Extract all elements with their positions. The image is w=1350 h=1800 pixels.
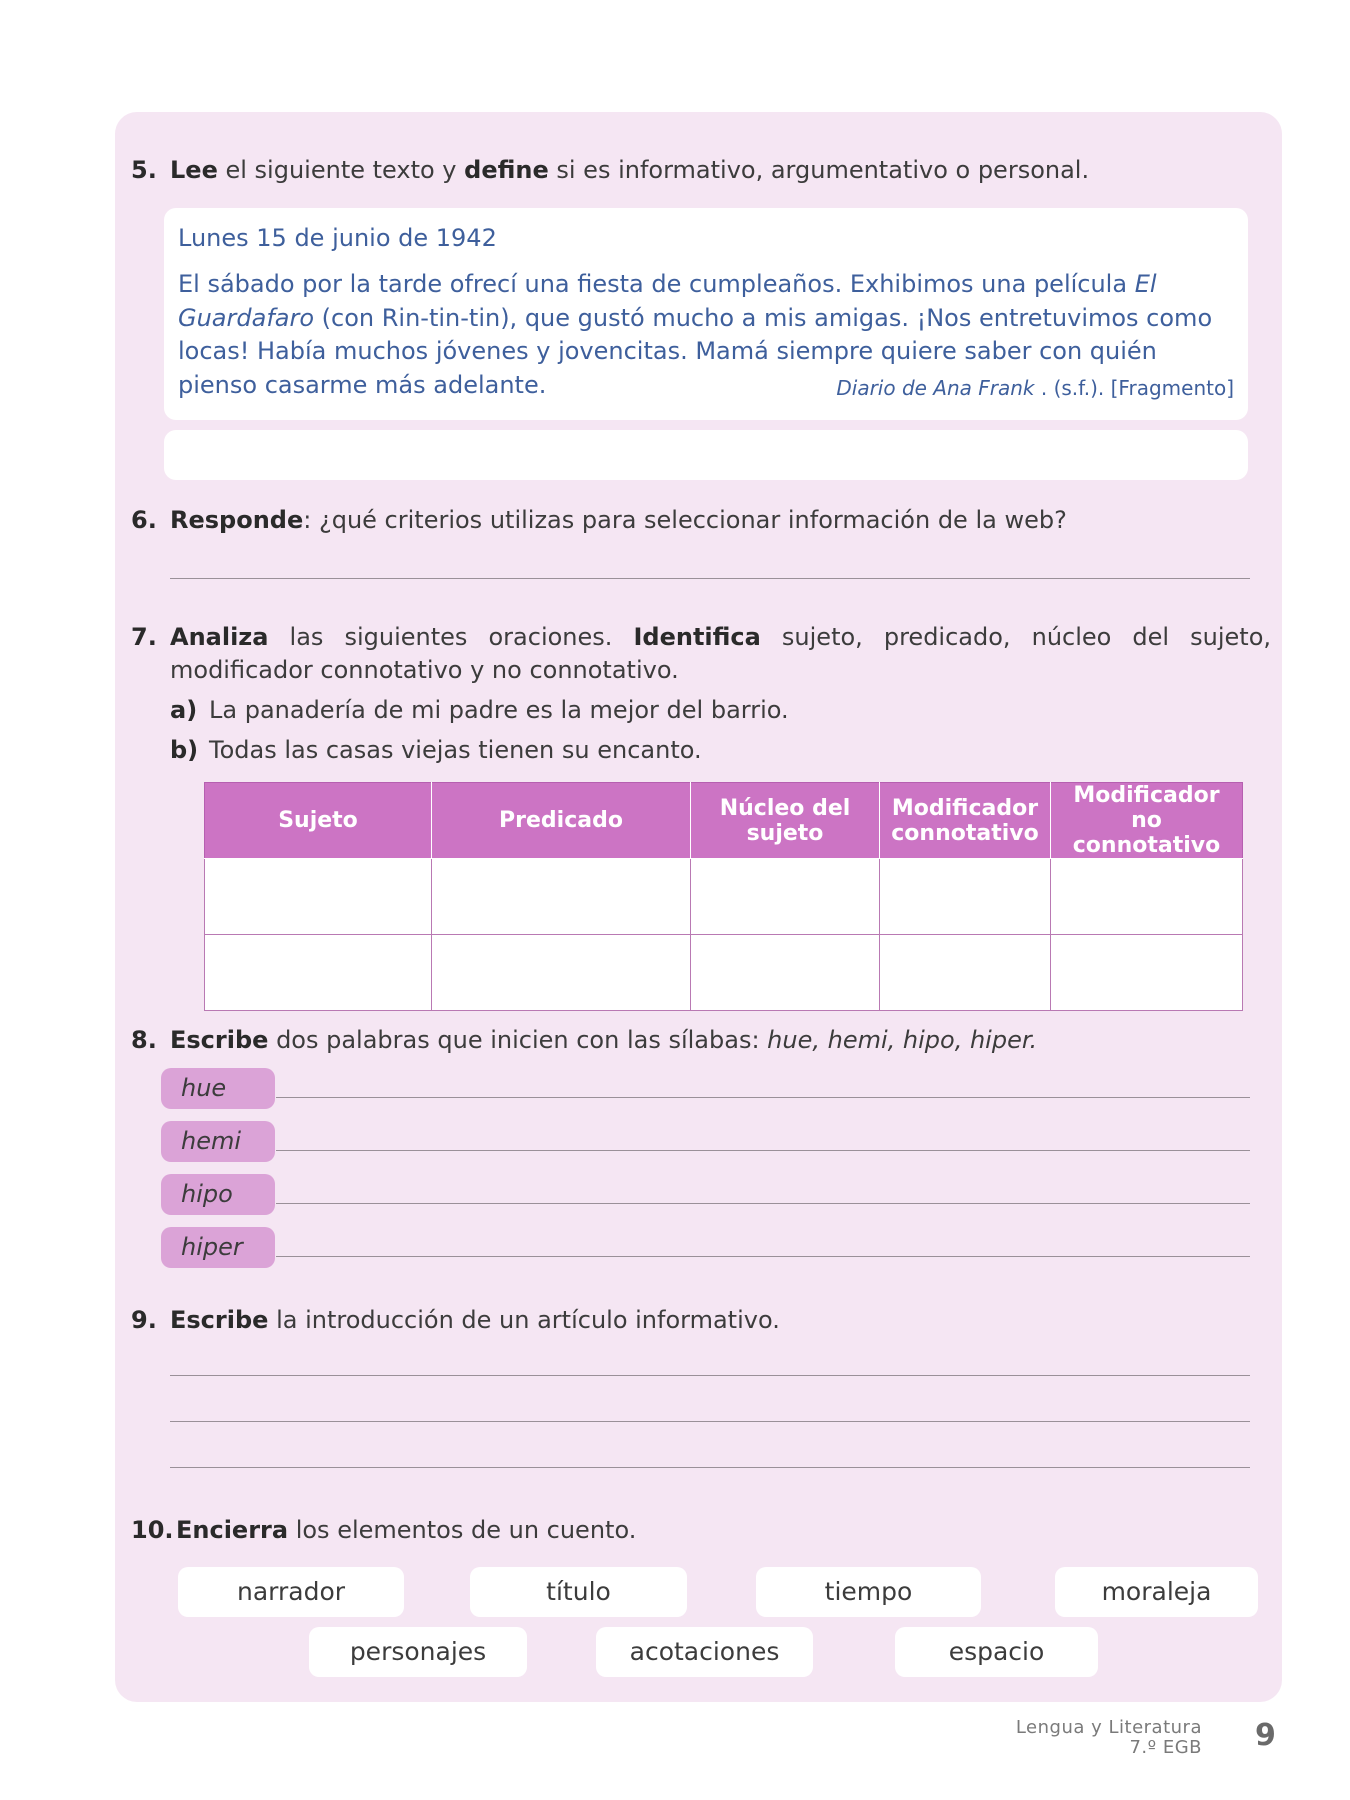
- answer-box-q5[interactable]: [164, 430, 1248, 480]
- instruction-verb: Responde: [170, 506, 304, 534]
- table-cell[interactable]: [691, 859, 880, 935]
- answer-line-hiper[interactable]: [276, 1256, 1250, 1257]
- source-citation: . (s.f.). [Fragmento]: [1034, 376, 1234, 400]
- word-narrador[interactable]: narrador: [178, 1567, 404, 1617]
- syllable-tag-hipo: hipo: [161, 1174, 275, 1215]
- question-number: 8.: [131, 1026, 157, 1054]
- instruction-text: si es informativo, argumentativo o personal.: [548, 156, 1090, 184]
- instruction-verb: define: [464, 156, 549, 184]
- item-letter: a): [170, 696, 198, 724]
- sentence-a: [170, 694, 789, 727]
- answer-line-q9[interactable]: [170, 1375, 1250, 1376]
- syllable-tag-hemi: hemi: [161, 1121, 275, 1162]
- excerpt-date: Lunes 15 de junio de 1942: [178, 224, 497, 252]
- table-cell[interactable]: [1051, 935, 1243, 1011]
- word-tiempo[interactable]: tiempo: [756, 1567, 981, 1617]
- answer-line-q9[interactable]: [170, 1467, 1250, 1468]
- question-6: [131, 504, 1271, 537]
- table-header-row: [205, 783, 1243, 859]
- diary-excerpt-box: [164, 208, 1248, 420]
- instruction-text: : ¿qué criterios utilizas para seleccionar información de la web?: [303, 506, 1067, 534]
- instruction-verb: Identifica: [633, 623, 761, 651]
- word-personajes[interactable]: personajes: [309, 1627, 527, 1677]
- excerpt-text: (con Rin-tin-tin), que gustó mucho a mis amigas. ¡Nos entretuvimos como locas! Había muchos jóvenes y jovencitas. Mamá siempre quiere saber con quién pienso casarme más adelante.: [178, 303, 1213, 399]
- word-titulo[interactable]: título: [470, 1567, 687, 1617]
- header-modificador-no-connotativo: Modificador no connotativo: [1051, 783, 1243, 859]
- instruction-verb: Encierra: [176, 1516, 289, 1544]
- table-cell[interactable]: [432, 935, 691, 1011]
- word-moraleja[interactable]: moraleja: [1055, 1567, 1258, 1617]
- question-8: [131, 1024, 1271, 1057]
- table-cell[interactable]: [880, 935, 1051, 1011]
- table-row: [205, 935, 1243, 1011]
- sentence-text: La panadería de mi padre es la mejor del barrio.: [209, 696, 789, 724]
- sentence-b: [170, 734, 702, 767]
- instruction-text: las siguientes oraciones.: [268, 623, 634, 651]
- header-predicado: Predicado: [432, 783, 691, 859]
- table-cell[interactable]: [1051, 859, 1243, 935]
- answer-line-q6[interactable]: [170, 578, 1250, 579]
- question-5: [131, 154, 1271, 187]
- question-number: 7.: [131, 623, 157, 651]
- instruction-verb: Escribe: [170, 1306, 269, 1334]
- answer-line-hipo[interactable]: [276, 1203, 1250, 1204]
- instruction-text: el siguiente texto y: [217, 156, 465, 184]
- item-letter: b): [170, 736, 199, 764]
- answer-line-q9[interactable]: [170, 1421, 1250, 1422]
- word-espacio[interactable]: espacio: [895, 1627, 1098, 1677]
- syllable-tag-hiper: hiper: [161, 1227, 275, 1268]
- excerpt-text: El sábado por la tarde ofrecí una fiesta de cumpleaños. Exhibimos una película: [178, 270, 1135, 298]
- question-number: 9.: [131, 1306, 157, 1334]
- instruction-verb: Lee: [170, 156, 218, 184]
- word-acotaciones[interactable]: acotaciones: [596, 1627, 813, 1677]
- table-row: [205, 859, 1243, 935]
- question-number: 5.: [131, 156, 157, 184]
- table-cell[interactable]: [205, 935, 432, 1011]
- instruction-text: la introducción de un artículo informativo.: [268, 1306, 780, 1334]
- header-modificador-connotativo: Modificador connotativo: [880, 783, 1051, 859]
- syllable-tag-hue: hue: [161, 1068, 275, 1109]
- instruction-text: sujeto, predicado, núcleo del sujeto, modificador connotativo y no connotativo.: [170, 623, 1272, 684]
- question-9: [131, 1304, 1271, 1337]
- table-cell[interactable]: [205, 859, 432, 935]
- instruction-verb: Analiza: [170, 623, 269, 651]
- instruction-verb: Escribe: [170, 1026, 269, 1054]
- question-number: 6.: [131, 506, 157, 534]
- question-10: [131, 1514, 1271, 1547]
- table-cell[interactable]: [691, 935, 880, 1011]
- excerpt-source: [836, 375, 1234, 401]
- footer-subject: Lengua y Literatura: [1015, 1717, 1202, 1738]
- instruction-text: dos palabras que inicien con las sílabas:: [268, 1026, 768, 1054]
- footer-subject-block: [1016, 1718, 1202, 1758]
- analysis-table: [204, 782, 1243, 1011]
- syllables-list: hue, hemi, hipo, hiper.: [767, 1026, 1038, 1054]
- question-number: 10.: [131, 1516, 174, 1544]
- instruction-text: los elementos de un cuento.: [288, 1516, 637, 1544]
- source-title: Diario de Ana Frank: [836, 376, 1035, 400]
- page-number: 9: [1255, 1718, 1276, 1753]
- question-7: [131, 621, 1271, 687]
- sentence-text: Todas las casas viejas tienen su encanto.: [209, 736, 702, 764]
- table-cell[interactable]: [432, 859, 691, 935]
- footer-grade: 7.º EGB: [1129, 1737, 1202, 1758]
- answer-line-hemi[interactable]: [276, 1150, 1250, 1151]
- header-sujeto: Sujeto: [205, 783, 432, 859]
- film-title: El Guardafaro: [178, 270, 1157, 332]
- table-cell[interactable]: [880, 859, 1051, 935]
- answer-line-hue[interactable]: [276, 1097, 1250, 1098]
- header-nucleo-sujeto: Núcleo del sujeto: [691, 783, 880, 859]
